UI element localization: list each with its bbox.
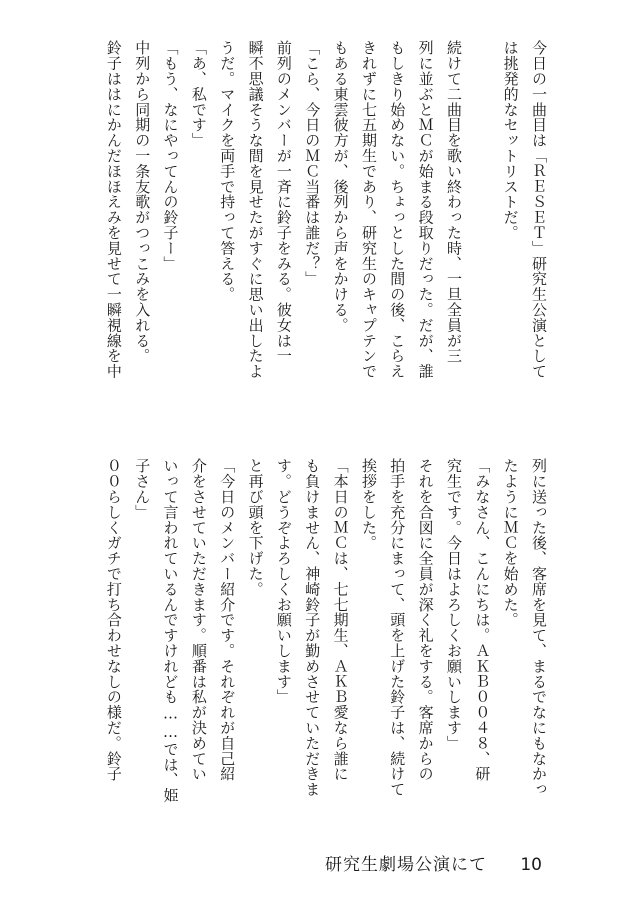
page-footer <box>325 850 542 875</box>
text-line: 「こら、今日のＭＣ当番は誰だ？」 <box>303 40 322 287</box>
text-block-lower <box>103 458 550 842</box>
text-line: もしきり始めない。ちょっとした間の後、こらえ <box>388 40 407 379</box>
text-line: 鈴子ははにかんだほほえみを見せて一瞬視線を中 <box>104 40 123 379</box>
text-line: それを合図に全員が深く礼をする。客席からの <box>416 458 435 782</box>
text-line: もある東雲彼方が、後列から声をかける。 <box>331 40 350 333</box>
text-line: ００らしくガチで打ち合わせなしの様だ。鈴子 <box>104 458 123 782</box>
text-line: うだ。マイクを両手で持って答える。 <box>218 40 237 302</box>
text-line: 前列のメンバーが一斉に鈴子をみる。彼女は一 <box>274 40 293 364</box>
text-line: す。どうぞよろしくお願いします」 <box>274 458 293 705</box>
text-line: 中列から同期の一条友歌がつっこみを入れる。 <box>133 40 152 364</box>
text-line: きれずに七五期生であり、研究生のキャプテンで <box>359 40 378 379</box>
text-line: 列に送った後、客席を見て、まるでなにもなかっ <box>530 458 548 797</box>
text-line: 子さん」 <box>133 458 152 520</box>
text-line: 挨拶をした。 <box>359 458 378 551</box>
text-line: 続けて二曲目を歌い終わった時、一旦全員が三 <box>444 40 463 364</box>
text-line: 「あ、私です」 <box>189 40 208 148</box>
running-title: 研究生劇場公演にて <box>324 855 487 875</box>
text-line: 「本日のＭＣは、七七期生、ＡＫＢ愛なら誰に <box>331 458 350 782</box>
text-line: 「もう、なにやってんの鈴子ー」 <box>161 40 180 271</box>
text-line: 「今日のメンバー紹介です。それぞれが自己紹 <box>218 458 237 782</box>
text-line: 拍手を充分にまって、頭を上げた鈴子は、続けて <box>388 458 407 797</box>
text-line: 列に並ぶとＭＣが始まる段取りだった。だが、誰 <box>416 40 435 379</box>
text-line: たようにＭＣを始めた。 <box>501 458 520 628</box>
text-line: と再び頭を下げた。 <box>246 458 265 597</box>
text-line: 「みなさん、こんにちは。ＡＫＢ００４８、研 <box>473 458 492 782</box>
text-line: は挑発的なセットリストだ。 <box>501 40 520 241</box>
text-line: も負けません、神崎鈴子が勤めさせていただきま <box>303 458 322 797</box>
text-line: いって言われているんですけれども……では、姫 <box>161 458 180 803</box>
text-line <box>471 40 493 424</box>
text-line: 介をさせていただきます。順番は私が決めてい <box>189 458 208 782</box>
text-line: 瞬不思議そうな間を見せたがすぐに思い出したよ <box>246 40 265 379</box>
text-line: 究生です。今日はよろしくお願いします」 <box>444 458 463 751</box>
text-line: 今日の一曲目は「ＲＥＳＥＴ」研究生公演として <box>530 40 548 379</box>
text-block-upper <box>103 40 550 424</box>
page-number: 10 <box>520 855 542 875</box>
